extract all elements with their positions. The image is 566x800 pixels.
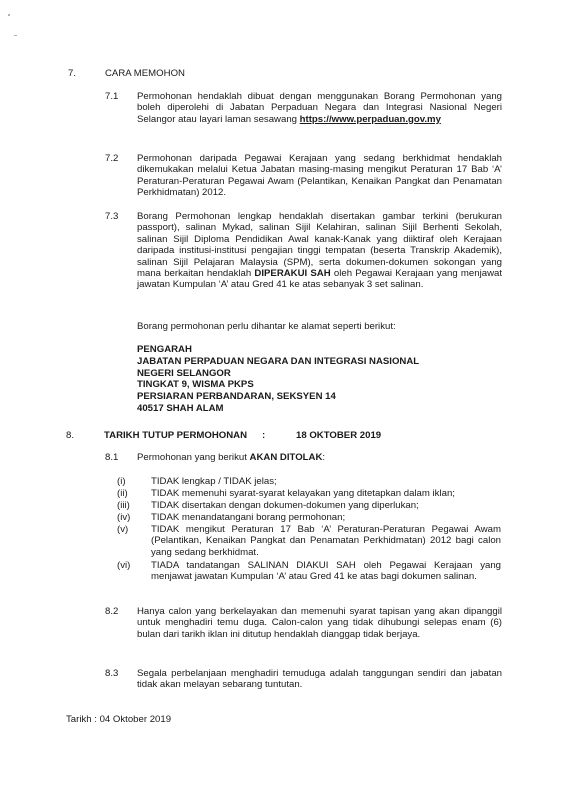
- list-item-number: (ii): [117, 488, 128, 499]
- section-8-colon: :: [262, 430, 266, 441]
- list-item-text: TIDAK menandatangani borang permohonan;: [151, 512, 346, 523]
- para-8-1-text: Permohonan yang berikut: [137, 452, 247, 463]
- send-note: Borang permohonan perlu dihantar ke alamat seperti berikut:: [137, 321, 396, 332]
- section-7-number: 7.: [68, 68, 77, 79]
- para-7-3: [137, 211, 502, 291]
- para-8-2-text: Hanya calon yang berkelayakan dan memenuhi syarat tapisan yang akan dipanggil untuk menghadiri temu duga. Calon-calon yang tidak dihubungi selepas enam (6) bulan dari tarikh iklan ini ditutup hendaklah dianggap tidak berjaya.: [137, 606, 502, 640]
- list-item-number: (iii): [117, 500, 130, 511]
- para-7-3-number: 7.3: [105, 211, 119, 222]
- section-8-number: 8.: [66, 430, 75, 441]
- closing-date: 18 OKTOBER 2019: [296, 430, 382, 441]
- section-7-title: CARA MEMOHON: [105, 68, 185, 79]
- para-8-1: [137, 452, 325, 463]
- document-date: Tarikh : 04 Oktober 2019: [66, 714, 172, 725]
- list-item-text: TIDAK disertakan dengan dokumen-dokumen yang diperlukan;: [151, 500, 419, 511]
- address-line: PERSIARAN PERBANDARAN, SEKSYEN 14: [137, 391, 336, 403]
- list-item-number: (i): [117, 476, 126, 487]
- para-7-2-text: Permohonan daripada Pegawai Kerajaan yang sedang berkhidmat hendaklah dikemukakan melalui Ketua Jabatan masing-masing mengikut Peraturan 17 Bab ‘A’ Peraturan-Peraturan Pegawai Awam (Pelantikan, Kenaikan Pangkat dan Penamatan Perkhidmatan) 2012.: [137, 153, 502, 199]
- list-item-text: TIADA tandatangan SALINAN DIAKUI SAH oleh Pegawai Kerajaan yang menjawat jawatan Kumpulan ‘A’ atau Gred 41 ke atas bagi dokumen salinan.: [151, 560, 501, 583]
- list-item-number: (v): [117, 524, 129, 535]
- para-7-3-emphasis: DIPERAKUI SAH: [254, 268, 331, 280]
- para-8-1-emphasis: AKAN DITOLAK: [249, 452, 323, 463]
- address-line: TINGKAT 9, WISMA PKPS: [137, 379, 254, 391]
- para-7-3-text: Borang Permohonan lengkap hendaklah disertakan gambar terkini (berukuran passport), salinan Mykad, salinan Sijil Kelahiran, salinan Sijil Berhenti Sekolah, salinan Sijil Diploma Pendidikan Awal kanak-Kanak yang diiktiraf oleh Kerajaan daripada institusi-institusi pengajian tinggi tempatan (beserta Transkrip Akademik), salinan Sijil Pelajaran Malaysia (SPM), serta dokumen-dokumen sokongan yang mana berkaitan hendaklah: [137, 211, 502, 280]
- para-7-1-text: Permohonan hendaklah dibuat dengan menggunakan Borang Permohonan yang boleh diperolehi di Jabatan Perpaduan Negara dan Integrasi Nasional Negeri Selangor atau layari laman sesawang: [137, 91, 502, 125]
- para-8-3-number: 8.3: [105, 668, 119, 679]
- para-8-2-number: 8.2: [105, 606, 119, 617]
- list-item-number: (iv): [117, 512, 131, 523]
- section-8-title: TARIKH TUTUP PERMOHONAN: [104, 430, 248, 441]
- para-8-3-text: Segala perbelanjaan menghadiri temuduga adalah tanggungan sendiri dan jabatan tidak akan melayan sebarang tuntutan.: [137, 668, 502, 691]
- address-line: 40517 SHAH ALAM: [137, 402, 224, 414]
- scan-speck: [8, 14, 10, 16]
- scan-speck: [14, 35, 17, 36]
- para-7-2-number: 7.2: [105, 153, 119, 164]
- list-item-text: TIDAK lengkap / TIDAK jelas;: [151, 476, 277, 487]
- list-item-text: TIDAK memenuhi syarat-syarat kelayakan yang ditetapkan dalam iklan;: [151, 488, 455, 499]
- para-7-1-number: 7.1: [105, 91, 119, 102]
- list-item-text: TIDAK mengikut Peraturan 17 Bab ‘A’ Peraturan-Peraturan Pegawai Awam (Pelantikan, Kenaikan Pangkat dan Penamatan Perkhidmatan) 2012 bagi calon yang sedang berkhidmat.: [151, 524, 501, 558]
- address-line: NEGERI SELANGOR: [137, 367, 231, 379]
- para-7-3-text-end: oleh Pegawai Kerajaan yang menjawat jawatan Kumpulan ‘A’ atau Gred 41 ke atas sebanyak 3 set salinan.: [137, 268, 502, 291]
- para-8-1-colon: :: [322, 452, 326, 463]
- website-link[interactable]: https://www.perpaduan.gov.my: [299, 113, 441, 125]
- address-line: PENGARAH: [137, 344, 192, 355]
- address-line: JABATAN PERPADUAN NEGARA DAN INTEGRASI NASIONAL: [137, 355, 420, 367]
- list-item-number: (vi): [117, 560, 131, 571]
- para-8-1-number: 8.1: [105, 452, 119, 463]
- para-7-1: [137, 91, 502, 125]
- address-block: [137, 344, 419, 415]
